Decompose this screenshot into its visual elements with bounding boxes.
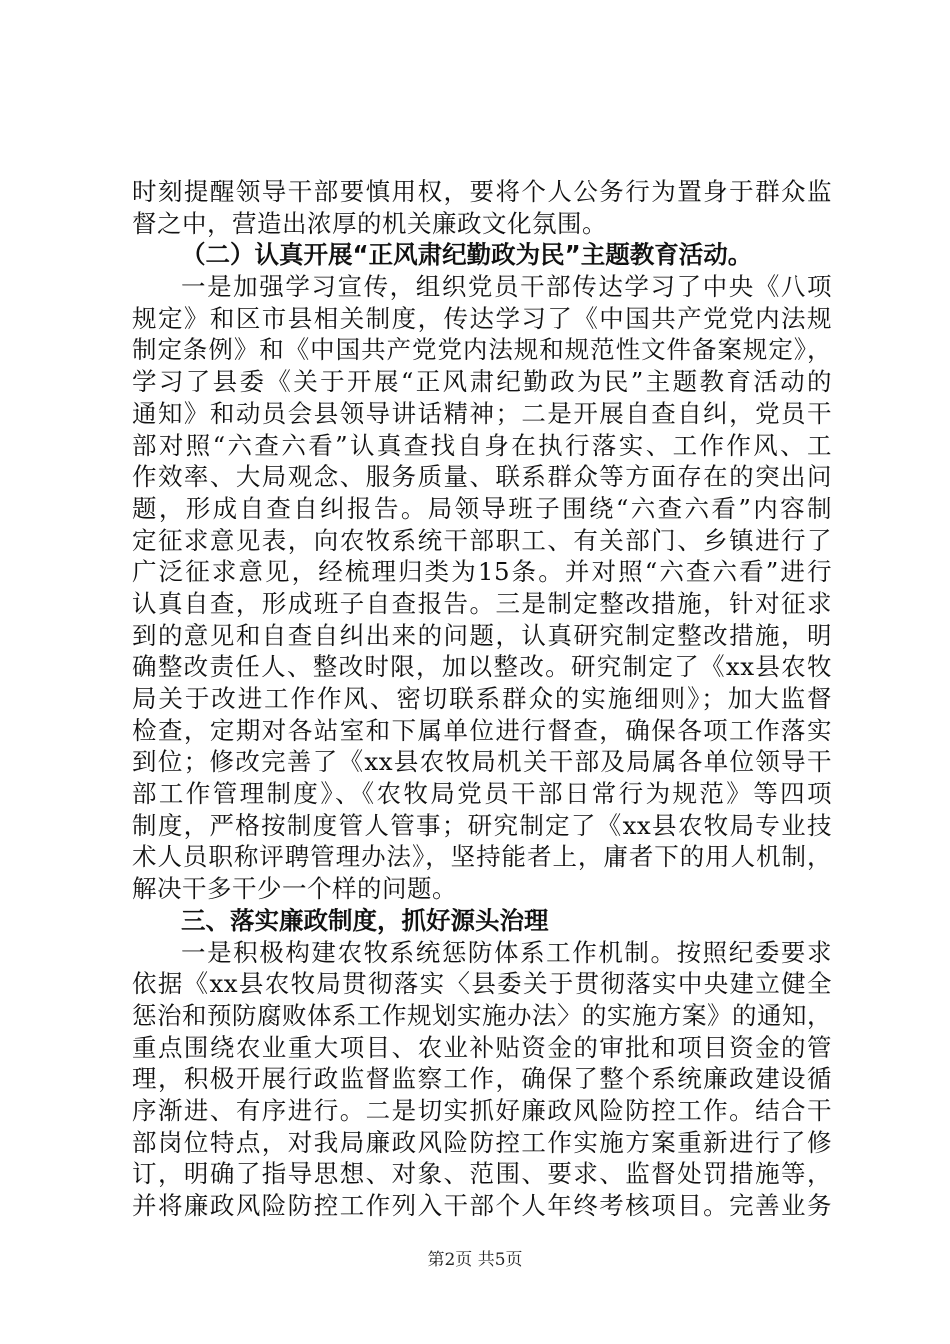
text-line: 认真自查，形成班子自查报告。三是制定整改措施，针对征求 — [132, 588, 832, 618]
text-line: 题，形成自查自纠报告。局领导班子围绕“六查六看”内容制 — [132, 493, 832, 523]
paragraph-first-line: 一是积极构建农牧系统惩防体系工作机制。按照纪委要求 — [181, 937, 832, 967]
text-line: 依据《xx县农牧局贯彻落实〈县委关于贯彻落实中央建立健全 — [132, 969, 832, 999]
text-line: 并将廉政风险防控工作列入干部个人年终考核项目。完善业务 — [132, 1191, 832, 1220]
text-line: 规定》和区市县相关制度，传达学习了《中国共产党党内法规 — [132, 303, 832, 333]
section-heading: 三、落实廉政制度，抓好源头治理 — [181, 905, 549, 935]
text-line: 局关于改进工作作风、密切联系群众的实施细则》；加大监督 — [132, 684, 832, 713]
text-line: 重点围绕农业重大项目、农业补贴资金的审批和项目资金的管 — [132, 1032, 832, 1062]
text-line: 部工作管理制度》、《农牧局党员干部日常行为规范》等四项 — [132, 779, 832, 809]
page-number: 第2页 共5页 — [427, 1250, 523, 1270]
text-line: 制度，严格按制度管人管事；研究制定了《xx县农牧局专业技 — [132, 810, 832, 840]
text-line: 部对照“六查六看”认真查找自身在执行落实、工作作风、工 — [132, 430, 832, 460]
text-line: 定征求意见表，向农牧系统干部职工、有关部门、乡镇进行了 — [132, 525, 832, 555]
text-line: 学习了县委《关于开展“正风肃纪勤政为民”主题教育活动的 — [132, 367, 832, 397]
text-line: 部岗位特点，对我局廉政风险防控工作实施方案重新进行了修 — [132, 1127, 832, 1157]
text-line: 序渐进、有序进行。二是切实抓好廉政风险防控工作。结合干 — [132, 1095, 832, 1125]
text-line: 时刻提醒领导干部要慎用权，要将个人公务行为置身于群众监 — [132, 177, 832, 206]
text-line: 督之中，营造出浓厚的机关廉政文化氛围。 — [132, 208, 607, 238]
section-subheading: （二）认真开展“正风肃纪勤政为民”主题教育活动。 — [181, 240, 753, 270]
text-line: 到的意见和自查自纠出来的问题，认真研究制定整改措施，明 — [132, 620, 832, 650]
text-line: 通知》和动员会县领导讲话精神；二是开展自查自纠，党员干 — [132, 398, 832, 428]
text-line: 解决干多干少一个样的问题。 — [132, 874, 457, 904]
text-line: 订，明确了指导思想、对象、范围、要求、监督处罚措施等， — [132, 1159, 832, 1189]
text-line: 确整改责任人、整改时限，加以整改。研究制定了《xx县农牧 — [132, 652, 832, 682]
text-line: 检查，定期对各站室和下属单位进行督查，确保各项工作落实 — [132, 715, 832, 745]
text-line: 到位；修改完善了《xx县农牧局机关干部及局属各单位领导干 — [132, 747, 832, 777]
text-line: 惩治和预防腐败体系工作规划实施办法〉的实施方案》的通知， — [132, 1000, 832, 1030]
text-line: 术人员职称评聘管理办法》，坚持能者上，庸者下的用人机制， — [132, 842, 832, 872]
text-line: 广泛征求意见，经梳理归类为15条。并对照“六查六看”进行 — [132, 557, 832, 587]
text-line: 理，积极开展行政监督监察工作，确保了整个系统廉政建设循 — [132, 1064, 832, 1094]
text-line: 制定条例》和《中国共产党党内法规和规范性文件备案规定》， — [132, 335, 832, 365]
paragraph-first-line: 一是加强学习宣传，组织党员干部传达学习了中央《八项 — [181, 272, 832, 302]
text-line: 作效率、大局观念、服务质量、联系群众等方面存在的突出问 — [132, 462, 832, 492]
